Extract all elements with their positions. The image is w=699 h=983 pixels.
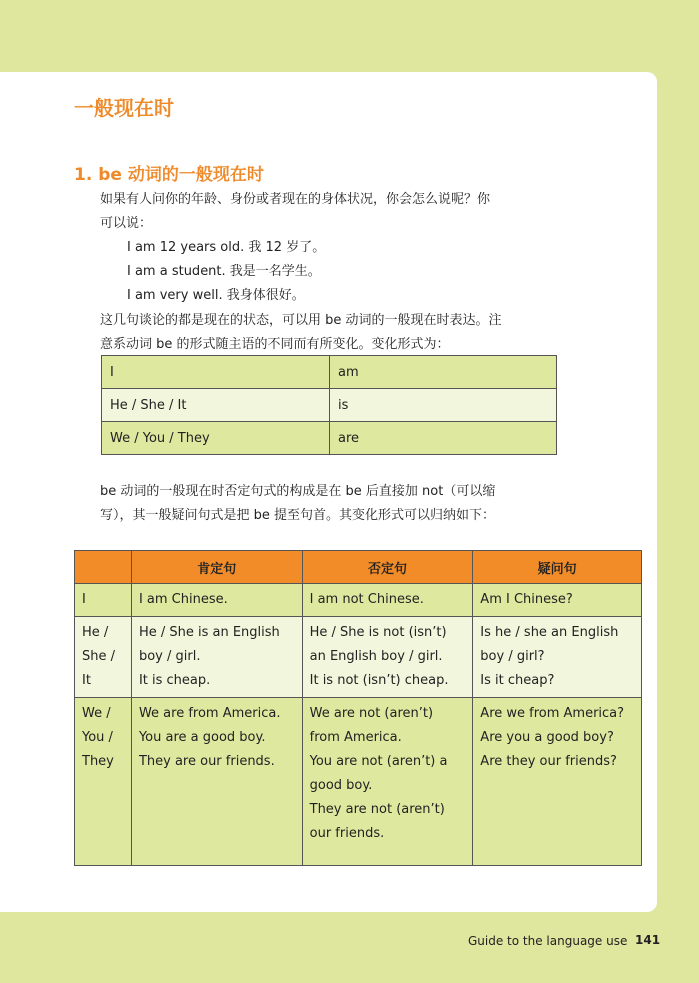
page-title: 一般现在时 [74, 96, 174, 120]
cell-line: You are a good boy. [138, 730, 266, 745]
note-line: 写），其一般疑问句式是把 be 提至句首。其变化形式可以归纳如下： [100, 508, 496, 523]
cell-line: You / [82, 730, 113, 745]
conjugation-table [101, 355, 557, 455]
cell-line: Am I Chinese? [480, 592, 573, 607]
verb-cell: are [330, 422, 557, 455]
cell-line: You are not (aren’t) a [309, 754, 448, 769]
cell-line: from America. [309, 730, 402, 745]
cell-line: She / [82, 649, 116, 664]
subject-cell: I [102, 356, 330, 389]
cell-line: We are not (aren’t) [309, 706, 434, 721]
intro-paragraph [100, 188, 560, 236]
cell-line: It [82, 673, 91, 688]
section-heading: 1. be 动词的一般现在时 [74, 165, 264, 185]
subject-cell: We / You / They [102, 422, 330, 455]
header-cell [75, 551, 132, 584]
affirmative-cell [131, 617, 302, 698]
verb-cell: is [330, 389, 557, 422]
example-list [127, 236, 325, 308]
header-cell: 否定句 [302, 551, 473, 584]
affirmative-cell [131, 584, 302, 617]
table-row [75, 617, 642, 698]
sentence-forms-table [74, 550, 642, 866]
negative-cell [302, 584, 473, 617]
example-item: I am very well. 我身体很好。 [127, 288, 305, 303]
cell-line: They are not (aren’t) [309, 802, 445, 817]
cell-line: Are they our friends? [480, 754, 617, 769]
table-row [102, 389, 557, 422]
affirmative-cell [131, 698, 302, 866]
cell-line: He / She is an English [138, 625, 280, 640]
negative-cell [302, 617, 473, 698]
cell-line: It is cheap. [138, 673, 211, 688]
intro-line: 如果有人问你的年龄、身份或者现在的身体状况，你会怎么说呢？你 [100, 192, 491, 207]
subject-cell [75, 698, 132, 866]
subject-cell [75, 584, 132, 617]
cell-line: our friends. [309, 826, 385, 841]
table-row [75, 698, 642, 866]
page-number: 141 [635, 933, 661, 947]
cell-line: Are we from America? [480, 706, 625, 721]
table-row [102, 356, 557, 389]
intro-line: 可以说： [100, 216, 153, 231]
header-cell: 疑问句 [473, 551, 642, 584]
cell-line: They [82, 754, 114, 769]
cell-line: It is not (isn’t) cheap. [309, 673, 449, 688]
negation-note [100, 480, 560, 528]
footer-label: Guide to the language use [468, 934, 628, 948]
question-cell [473, 584, 642, 617]
verb-cell: am [330, 356, 557, 389]
cell-line: He / [82, 625, 109, 640]
cell-line: Is it cheap? [480, 673, 555, 688]
example-item: I am a student. 我是一名学生。 [127, 264, 321, 279]
table-row [75, 584, 642, 617]
note-line: be 动词的一般现在时否定句式的构成是在 be 后直接加 not（可以缩 [100, 484, 496, 499]
header-cell: 肯定句 [131, 551, 302, 584]
cell-line: boy / girl? [480, 649, 545, 664]
question-cell [473, 617, 642, 698]
table-row [102, 422, 557, 455]
header-row [75, 551, 642, 584]
cell-line: an English boy / girl. [309, 649, 443, 664]
cell-line: boy / girl. [138, 649, 201, 664]
question-cell [473, 698, 642, 866]
cell-line: Is he / she an English [480, 625, 619, 640]
subject-cell: He / She / It [102, 389, 330, 422]
cell-line: I am Chinese. [138, 592, 228, 607]
cell-line: We / [82, 706, 111, 721]
explain-line: 这几句谈论的都是现在的状态，可以用 be 动词的一般现在时表达。注 [100, 313, 502, 328]
cell-line: Are you a good boy? [480, 730, 614, 745]
example-item: I am 12 years old. 我 12 岁了。 [127, 240, 326, 255]
cell-line: He / She is not (isn’t) [309, 625, 447, 640]
cell-line: They are our friends. [138, 754, 275, 769]
cell-line: good boy. [309, 778, 373, 793]
subject-cell [75, 617, 132, 698]
cell-line: We are from America. [138, 706, 281, 721]
explain-line: 意系动词 be 的形式随主语的不同而有所变化。变化形式为： [100, 337, 450, 352]
cell-line: I am not Chinese. [309, 592, 424, 607]
negative-cell [302, 698, 473, 866]
cell-line: I [82, 592, 86, 607]
explain-paragraph [100, 309, 560, 357]
